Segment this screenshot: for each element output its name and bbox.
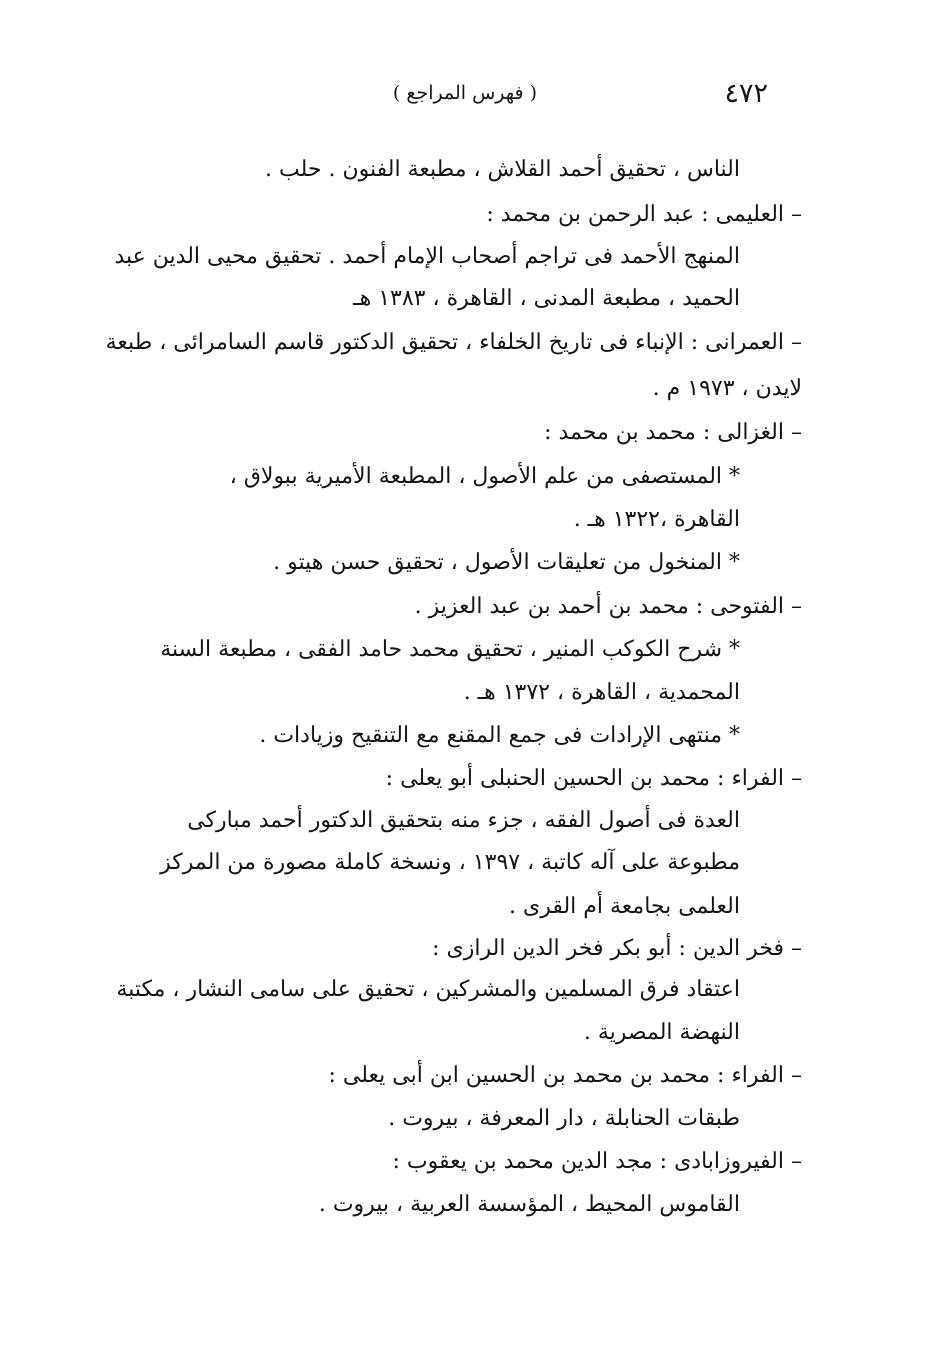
text-line: اعتقاد فرق المسلمين والمشركين ، تحقيق على سامى النشار ، مكتبة bbox=[116, 977, 740, 1002]
text-line: العدة فى أصول الفقه ، جزء منه بتحقيق الدكتور أحمد مباركى bbox=[187, 808, 740, 833]
text-line: طبقات الحنابلة ، دار المعرفة ، بيروت . bbox=[388, 1106, 740, 1131]
text-line: الحميد ، مطبعة المدنى ، القاهرة ، ١٣٨٣ هـ bbox=[353, 286, 740, 311]
entry-heading: – العليمى : عبد الرحمن بن محمد : bbox=[486, 202, 802, 227]
text-line: العلمى بجامعة أم القرى . bbox=[509, 894, 740, 919]
page-number: ٤٧٢ bbox=[724, 78, 768, 109]
entry-heading: – الفراء : محمد بن محمد بن الحسين ابن أبى يعلى : bbox=[328, 1063, 802, 1088]
text-line: * المنخول من تعليقات الأصول ، تحقيق حسن هيتو . bbox=[273, 550, 740, 575]
entry-heading: – فخر الدين : أبو بكر فخر الدين الرازى : bbox=[432, 936, 802, 961]
text-line: مطبوعة على آله كاتبة ، ١٣٩٧ ، ونسخة كاملة مصورة من المركز bbox=[160, 850, 740, 875]
text-line: النهضة المصرية . bbox=[583, 1020, 740, 1045]
text-line: القاهرة ،١٣٢٢ هـ . bbox=[573, 507, 740, 532]
entry-heading: – الفتوحى : محمد بن أحمد بن عبد العزيز . bbox=[414, 594, 802, 619]
text-line: القاموس المحيط ، المؤسسة العربية ، بيروت . bbox=[318, 1192, 740, 1217]
entry-heading: – الفيروزابادى : مجد الدين محمد بن يعقوب : bbox=[392, 1149, 802, 1174]
text-line: لايدن ، ١٩٧٣ م . bbox=[652, 376, 802, 401]
running-title: ( فهرس المراجع ) bbox=[392, 82, 538, 104]
entry-heading: – الفراء : محمد بن الحسين الحنبلى أبو يعلى : bbox=[385, 766, 802, 791]
text-line: * شرح الكوكب المنير ، تحقيق محمد حامد الفقى ، مطبعة السنة bbox=[160, 637, 740, 662]
entry-heading: – الغزالى : محمد بن محمد : bbox=[544, 420, 802, 445]
text-line: المنهج الأحمد فى تراجم أصحاب الإمام أحمد . تحقيق محيى الدين عبد bbox=[114, 244, 740, 269]
entry-heading: – العمرانى : الإنباء فى تاريخ الخلفاء ، تحقيق الدكتور قاسم السامرائى ، طبعة bbox=[105, 330, 802, 355]
text-line: الناس ، تحقيق أحمد القلاش ، مطبعة الفنون . حلب . bbox=[265, 157, 740, 182]
text-line: * المستصفى من علم الأصول ، المطبعة الأميرية ببولاق ، bbox=[229, 464, 740, 489]
text-line: المحمدية ، القاهرة ، ١٣٧٢ هـ . bbox=[463, 680, 740, 705]
text-line: * منتهى الإرادات فى جمع المقنع مع التنقيح وزيادات . bbox=[259, 723, 740, 748]
